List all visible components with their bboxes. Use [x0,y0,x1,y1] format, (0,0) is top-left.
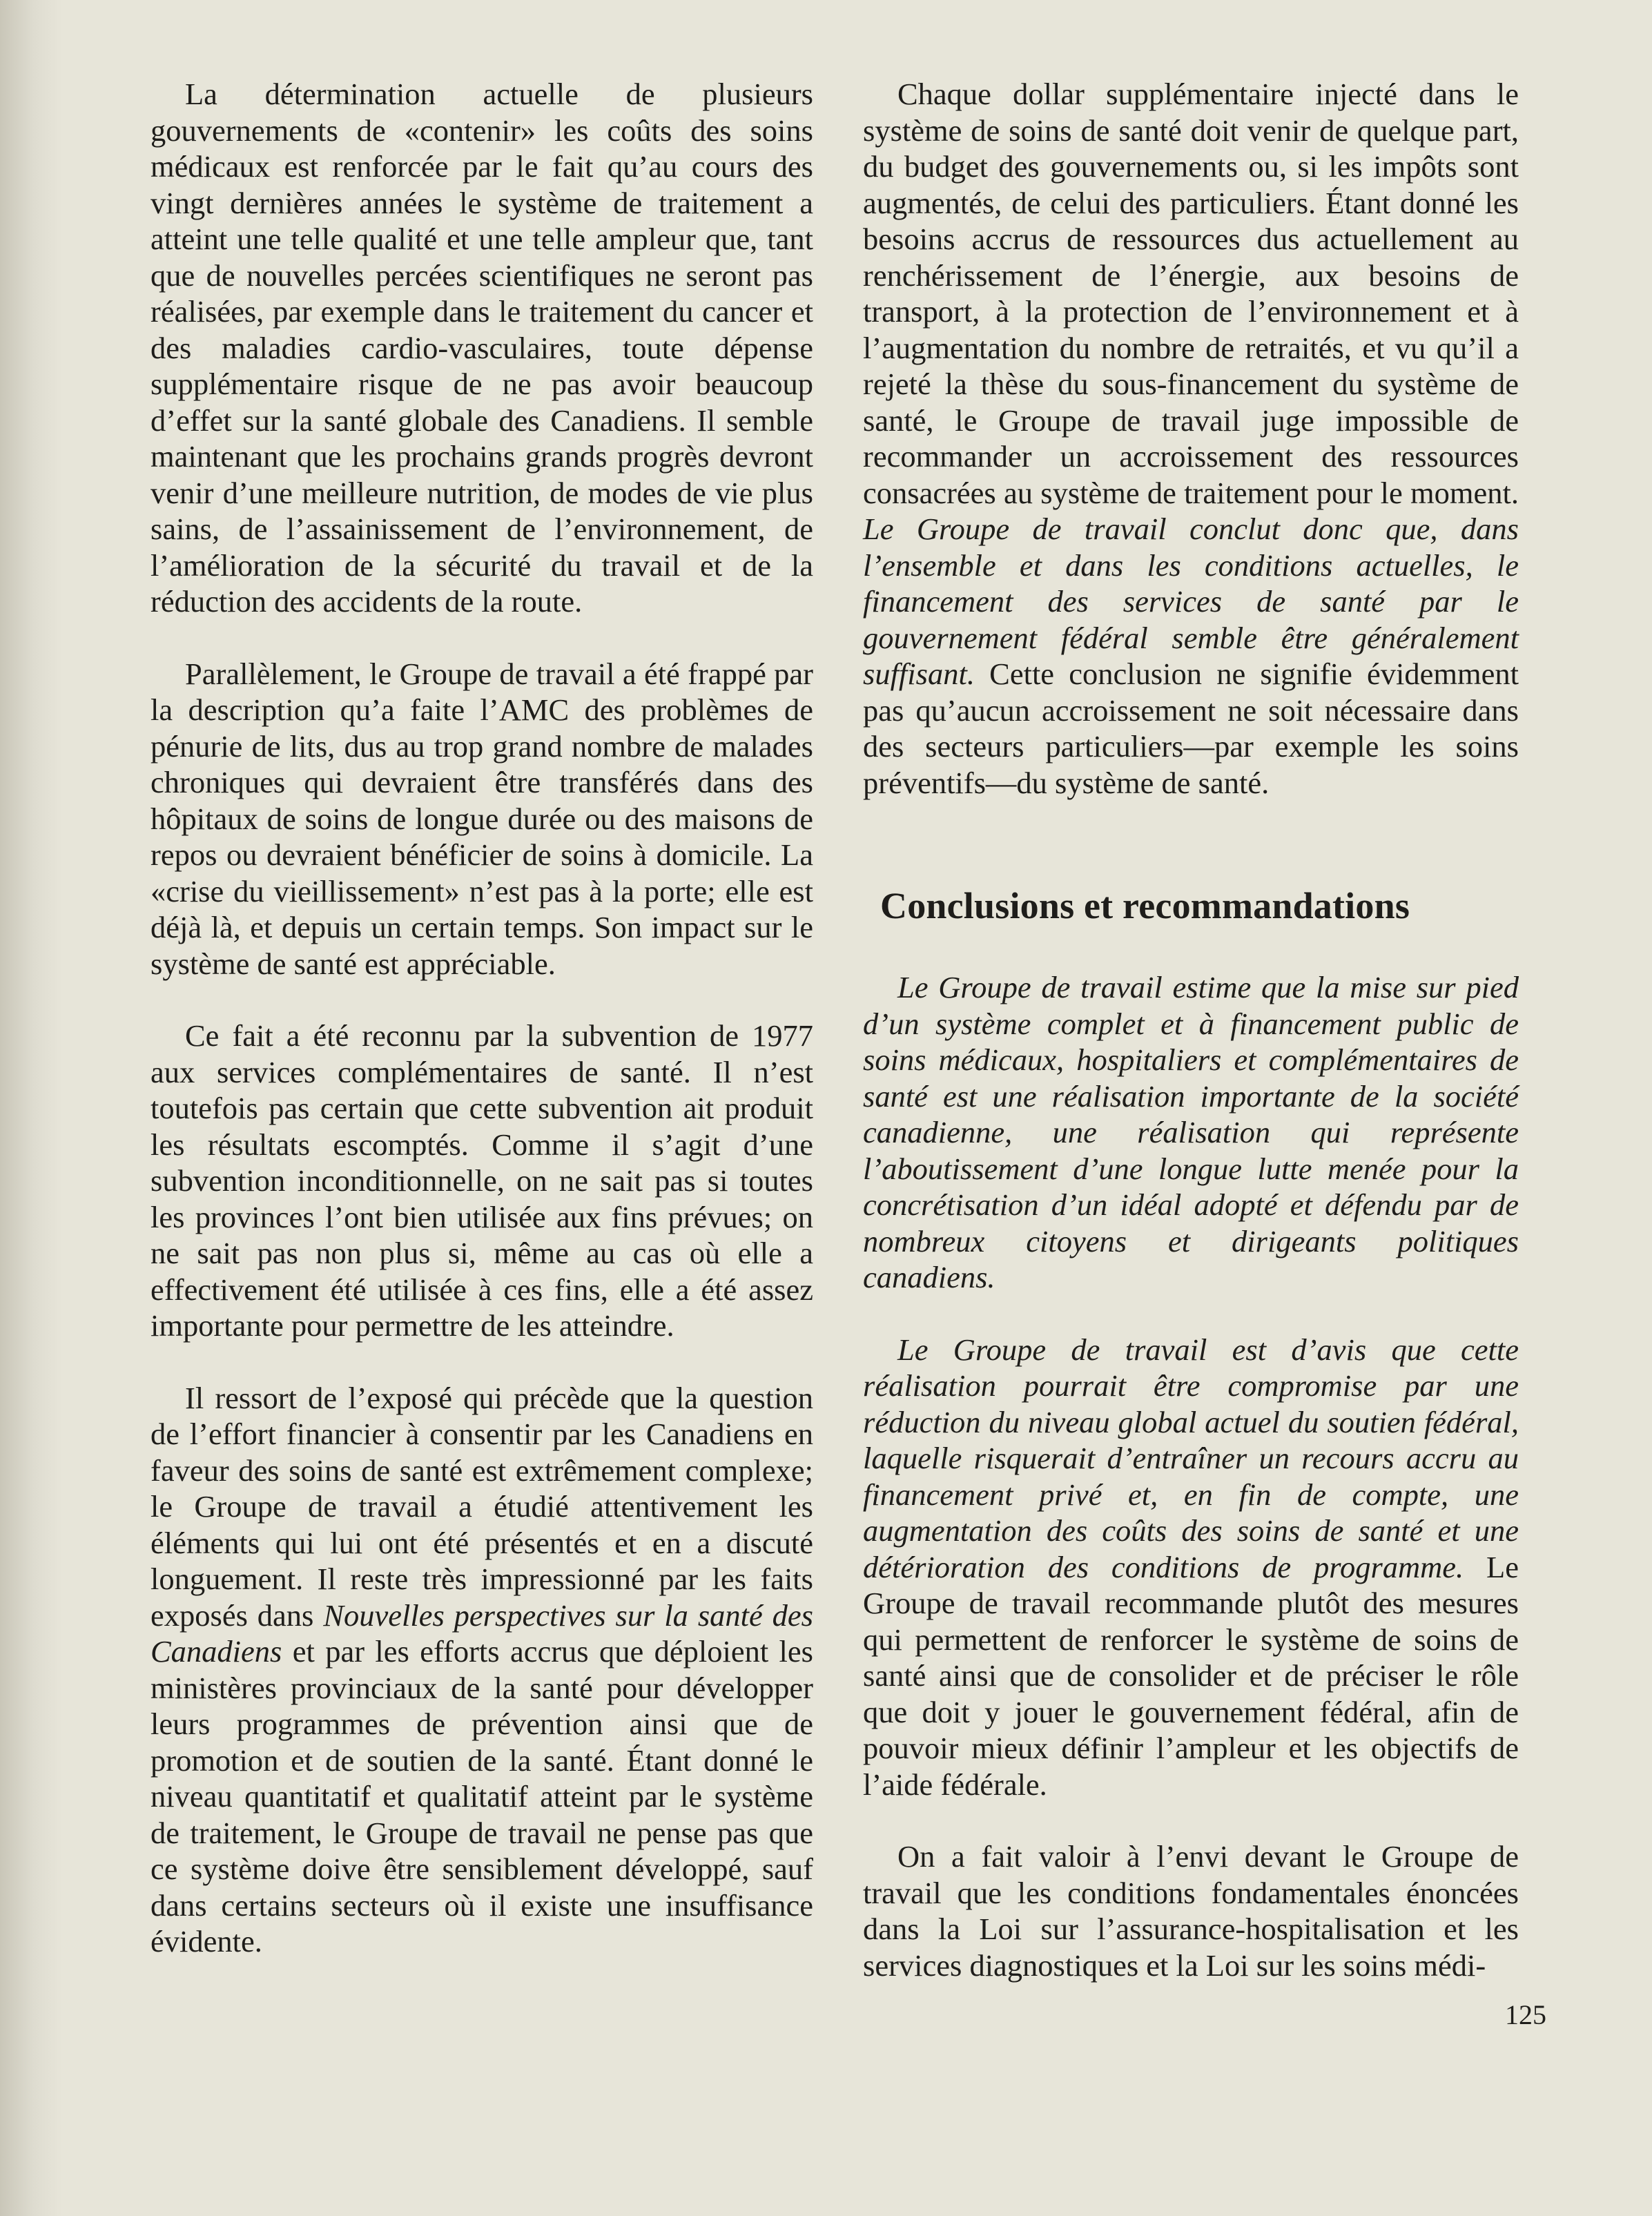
paragraph-bed-shortage: Parallèlement, le Groupe de travail a été frappé par la description qu’a faite l’AMC des problèmes de pénurie de lits, dus au trop grand nombre de malades chroniques qui devraient être transférés dans des hôpitaux de soins de longue durée ou des maisons de repos ou devraient bénéficier de soins à domicile. La «crise du vieillissement» n’est pas à la porte; elle est déjà là, et depuis un certain temps. Son impact sur le système de santé est appréciable. [150,656,813,981]
paragraph-financial-effort [150,1380,813,1960]
section-heading: Conclusions et recommandations [880,885,1410,926]
paragraph-financial-effort-text-1: Il ressort de l’exposé qui précède que la question de l’effort financier à consentir par les Canadiens en faveur des soins de santé est extrêmement complexe; le Groupe de travail a étudié attentivement les éléments qui lui ont été présentés et en a discuté longuement. Il reste très impressionné par les faits exposés dans [150,1380,813,1633]
paragraph-public-system: Le Groupe de travail estime que la mise sur pied d’un système complet et à financement public de soins médicaux, hospitaliers et complémentaires de santé est une réalisation importante de la société canadienne, une réalisation qui représente l’aboutissement d’une longue lutte menée pour la concrétisation d’un idéal adopté et défendu par de nombreux citoyens et dirigeants politiques canadiens. [863,970,1519,1294]
publication-title: Nouvelles perspectives sur la santé des Canadiens [150,1597,813,1669]
paragraph-federal-support-text: Le Groupe de travail recommande plutôt des mesures qui permettent de renforcer le système de soins de santé ainsi que de consolider et de préciser le rôle que doit y jouer le gouvernement fédéral, afin de pouvoir mieux définir l’ampleur et les objectifs de l’aide fédérale. [863,1549,1519,1802]
paragraph-extra-dollar-text-2: Cette conclusion ne signifie évidemment pas qu’aucun accroissement ne soit nécessaire dans des secteurs particuliers—par exemple les soins préventifs—du système de santé. [863,657,1519,800]
paragraph-federal-support [863,1332,1519,1803]
paragraph-extra-dollar [863,76,1519,801]
paragraph-extra-dollar-text-1: Chaque dollar supplémentaire injecté dans le système de soins de santé doit venir de quelque part, du budget des gouvernements ou, si les impôts sont augmentés, de celui des particuliers. Étant donné les besoins accrus de ressources dus actuellement au renchérissement de l’énergie, aux besoins de transport, à la protection de l’environnement et à l’augmentation du nombre de retraités, et vu qu’il a rejeté la thèse du sous-financement du système de santé, le Groupe de travail juge impossible de recommander un accroissement des ressources consacrées au système de traitement pour le moment. [863,77,1519,510]
paragraph-federal-support-italic: Le Groupe de travail est d’avis que cette réalisation pourrait être compromise par une réduction du niveau global actuel du soutien fédéral, laquelle risquerait d’entraîner un recours accru au financement privé et, en fin de compte, une augmentation des coûts des soins de santé et une détérioration des conditions de programme. [863,1332,1519,1584]
left-column [150,76,813,1996]
paragraph-1977-subsidy: Ce fait a été reconnu par la subvention de 1977 aux services complémentaires de santé. Il n’est toutefois pas certain que cette subvention ait produit les résultats escomptés. Comme il s’agit d’une subvention inconditionnelle, on ne sait pas si toutes les provinces l’ont bien utilisée aux fins prévues; on ne sait pas non plus si, même au cas où elle a effectivement été utilisée à ces fins, elle a été assez importante pour permettre de les atteindre. [150,1018,813,1343]
paragraph-financial-effort-text-2: et par les efforts accrus que déploient les ministères provinciaux de la santé pour développer leurs programmes de prévention ainsi que de promotion et de soutien de la santé. Étant donné le niveau quantitatif et qualitatif atteint par le système de traitement, le Groupe de travail ne pense pas que ce système doive être sensiblement développé, sauf dans certains secteurs où il existe une insuffisance évidente. [150,1634,813,1959]
right-column [863,76,1519,2019]
page-gutter-shadow [0,0,62,2216]
paragraph-cost-containment: La détermination actuelle de plusieurs gouvernements de «contenir» les coûts des soins médicaux est renforcée par le fait qu’au cours des vingt dernières années le système de traitement a atteint une telle qualité et une telle ampleur que, tant que de nouvelles percées scientifiques ne seront pas réalisées, par exemple dans le traitement du cancer et des maladies cardio-vasculaires, toute dépense supplémentaire risque de ne pas avoir beaucoup d’effet sur la santé globale des Canadiens. Il semble maintenant que les prochains grands progrès devront venir d’une meilleure nutrition, de modes de vie plus sains, de l’assainissement de l’environnement, de l’amélioration de la sécurité du travail et de la réduction des accidents de la route. [150,77,813,619]
paragraph-extra-dollar-conclusion: Le Groupe de travail conclut donc que, dans l’ensemble et dans les conditions actuelles, le financement des services de santé par le gouvernement fédéral semble être généralement suffisant. [863,512,1519,691]
page-number: 125 [1505,1999,1546,2030]
paragraph-fundamental-conditions: On a fait valoir à l’envi devant le Groupe de travail que les conditions fondamentales énoncées dans la Loi sur l’assurance-hospitalisation et les services diagnostiques et la Loi sur les soins médi- [863,1839,1519,1983]
